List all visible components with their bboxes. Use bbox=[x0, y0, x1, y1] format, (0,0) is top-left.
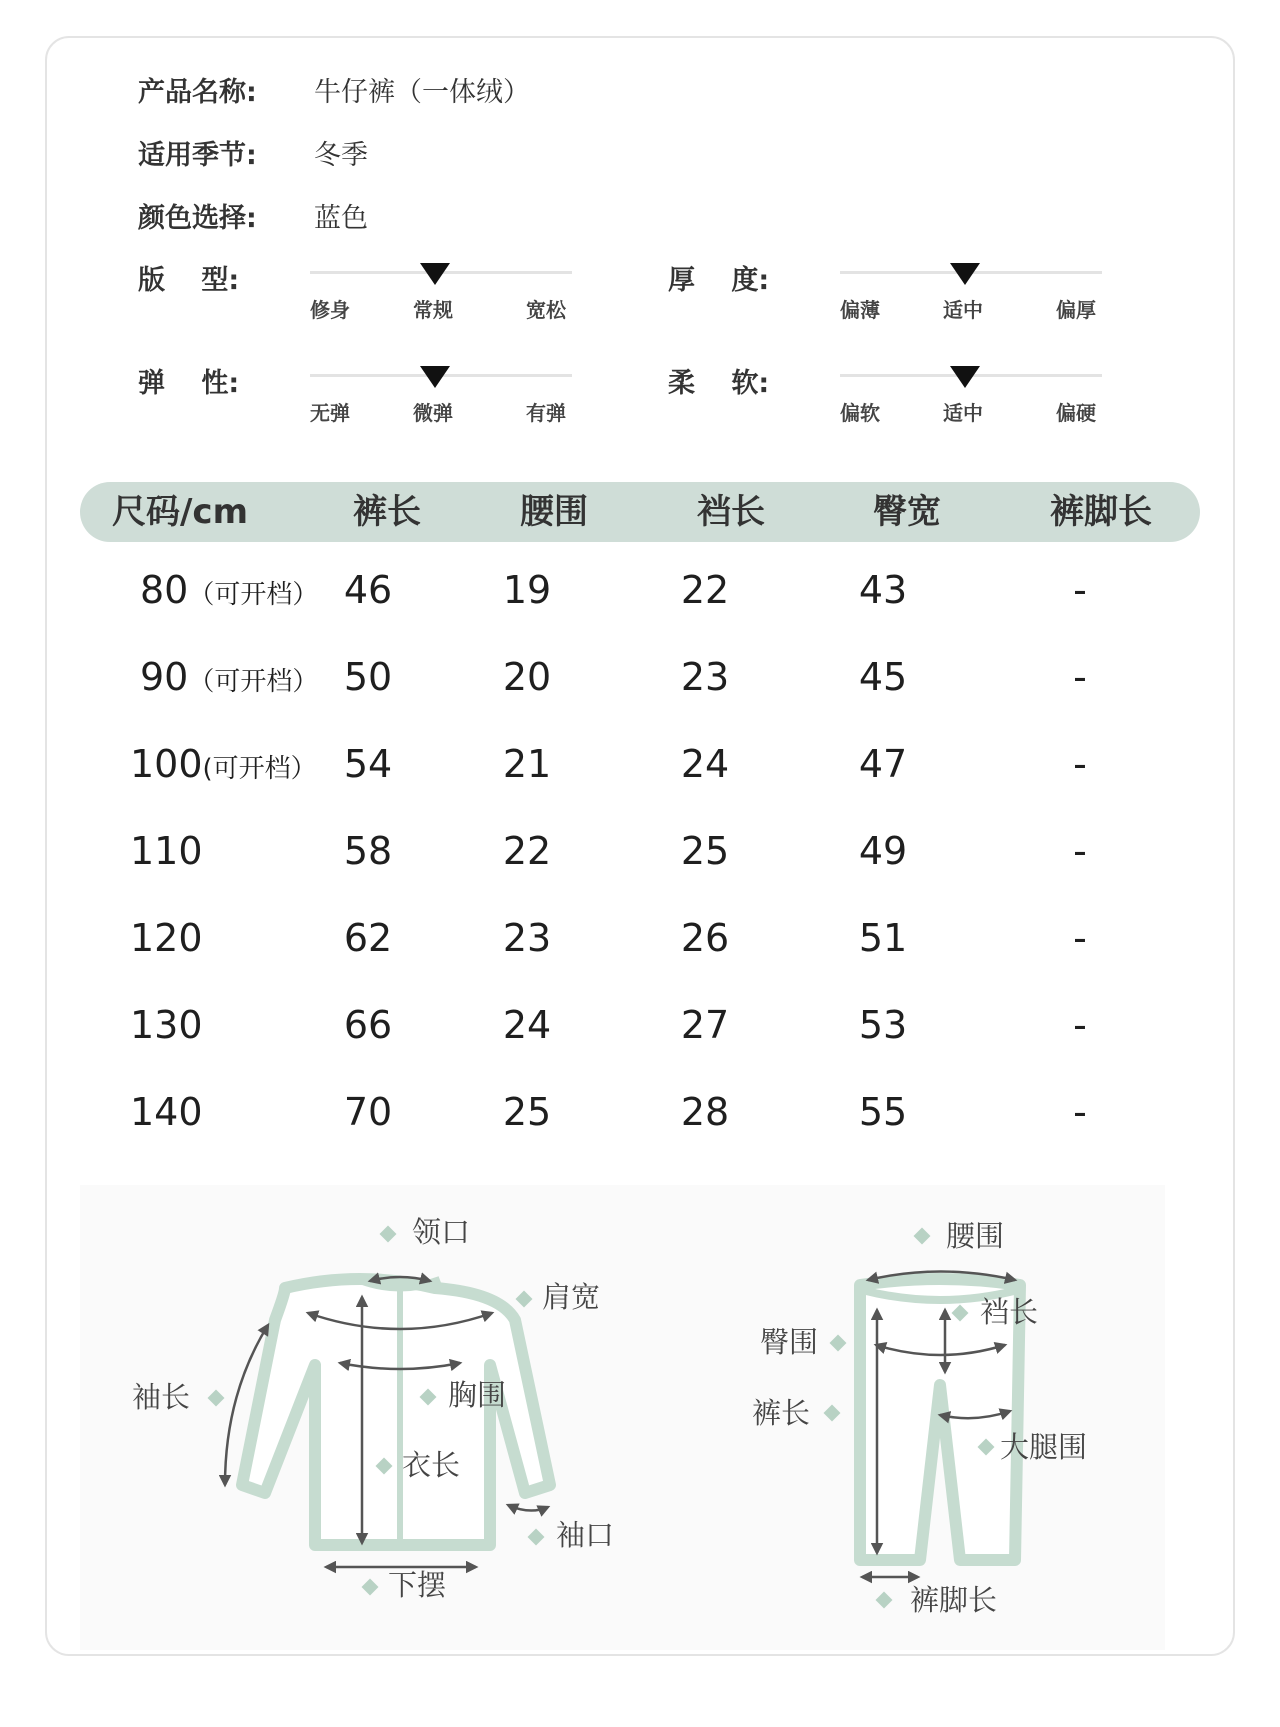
table-cell: 25 bbox=[502, 1090, 552, 1134]
product-name-value: 牛仔裤（一体绒） bbox=[314, 77, 530, 108]
thickness-option-1: 偏薄 bbox=[840, 298, 880, 322]
table-cell: 23 bbox=[502, 916, 552, 960]
size-note: (可开档） bbox=[202, 754, 317, 784]
pants-length-label: 裤长 bbox=[752, 1398, 811, 1430]
table-cell: 54 bbox=[343, 742, 393, 786]
header-leg-opening: 裤脚长 bbox=[1050, 492, 1152, 532]
size-table-header bbox=[80, 482, 1200, 542]
table-cell: 26 bbox=[680, 916, 730, 960]
header-waist: 腰围 bbox=[520, 492, 588, 532]
size-cell bbox=[130, 1090, 203, 1134]
softness-scale-marker bbox=[950, 366, 980, 388]
table-cell: 51 bbox=[858, 916, 908, 960]
header-size: 尺码/cm bbox=[112, 492, 248, 532]
table-cell: 43 bbox=[858, 568, 908, 612]
thickness-option-3: 偏厚 bbox=[1056, 298, 1096, 322]
season-label: 适用季节: bbox=[138, 140, 257, 171]
table-cell: 66 bbox=[343, 1003, 393, 1047]
softness-scale-label: 柔 软: bbox=[668, 368, 770, 399]
stretch-option-3: 有弹 bbox=[526, 401, 566, 425]
color-label: 颜色选择: bbox=[138, 203, 257, 234]
table-cell: 55 bbox=[858, 1090, 908, 1134]
table-cell: 23 bbox=[680, 655, 730, 699]
size-value: 80 bbox=[140, 568, 189, 612]
season-value: 冬季 bbox=[314, 140, 368, 171]
chest-label: 胸围 bbox=[448, 1380, 507, 1412]
table-cell: 70 bbox=[343, 1090, 393, 1134]
fit-scale-label: 版 型: bbox=[138, 265, 240, 296]
table-cell: - bbox=[1073, 742, 1087, 786]
size-cell bbox=[130, 742, 317, 786]
stretch-scale-label: 弹 性: bbox=[138, 368, 240, 399]
size-value: 130 bbox=[130, 1003, 203, 1047]
size-cell bbox=[130, 916, 203, 960]
size-note: （可开档） bbox=[188, 667, 319, 697]
table-cell: - bbox=[1073, 916, 1087, 960]
fit-option-1: 修身 bbox=[310, 298, 350, 322]
table-cell: 22 bbox=[680, 568, 730, 612]
table-cell: 49 bbox=[858, 829, 908, 873]
thickness-scale-label: 厚 度: bbox=[668, 265, 770, 296]
size-cell bbox=[140, 568, 318, 612]
table-cell: 58 bbox=[343, 829, 393, 873]
table-cell: 27 bbox=[680, 1003, 730, 1047]
color-value: 蓝色 bbox=[314, 203, 368, 234]
table-cell: 28 bbox=[680, 1090, 730, 1134]
table-cell: 19 bbox=[502, 568, 552, 612]
table-cell: 24 bbox=[680, 742, 730, 786]
table-cell: 62 bbox=[343, 916, 393, 960]
product-name-row bbox=[138, 70, 530, 109]
size-value: 120 bbox=[130, 916, 203, 960]
table-cell: 22 bbox=[502, 829, 552, 873]
measurement-diagram bbox=[80, 1185, 1165, 1650]
length-label: 衣长 bbox=[402, 1450, 461, 1482]
size-cell bbox=[140, 655, 318, 699]
table-cell: - bbox=[1073, 655, 1087, 699]
rise-label: 裆长 bbox=[980, 1297, 1039, 1329]
table-cell: - bbox=[1073, 568, 1087, 612]
sleeve-length-label: 袖长 bbox=[132, 1382, 191, 1414]
header-rise: 裆长 bbox=[697, 492, 765, 532]
size-value: 100 bbox=[130, 742, 203, 786]
size-value: 140 bbox=[130, 1090, 203, 1134]
thickness-option-2: 适中 bbox=[943, 298, 983, 322]
table-cell: - bbox=[1073, 1090, 1087, 1134]
stretch-scale-marker bbox=[420, 366, 450, 388]
jacket-outline bbox=[242, 1279, 550, 1545]
table-cell: 47 bbox=[858, 742, 908, 786]
stretch-option-2: 微弹 bbox=[413, 401, 453, 425]
size-note: （可开档） bbox=[188, 580, 319, 610]
table-cell: 46 bbox=[343, 568, 393, 612]
table-cell: 21 bbox=[502, 742, 552, 786]
header-pants-length: 裤长 bbox=[353, 492, 421, 532]
size-cell bbox=[130, 1003, 203, 1047]
color-row bbox=[138, 196, 368, 235]
header-hip: 臀宽 bbox=[873, 492, 941, 532]
product-name-label: 产品名称: bbox=[138, 77, 257, 108]
season-row bbox=[138, 133, 368, 172]
size-cell bbox=[130, 829, 203, 873]
softness-option-3: 偏硬 bbox=[1056, 401, 1096, 425]
table-cell: 20 bbox=[502, 655, 552, 699]
fit-option-3: 宽松 bbox=[526, 298, 566, 322]
size-value: 90 bbox=[140, 655, 189, 699]
thigh-label: 大腿围 bbox=[1000, 1432, 1088, 1464]
collar-label: 领口 bbox=[412, 1217, 471, 1249]
hem-label: 下摆 bbox=[388, 1570, 447, 1602]
table-cell: 45 bbox=[858, 655, 908, 699]
fit-scale-marker bbox=[420, 263, 450, 285]
table-cell: - bbox=[1073, 829, 1087, 873]
shoulder-label: 肩宽 bbox=[542, 1282, 601, 1314]
waist-label: 腰围 bbox=[946, 1221, 1005, 1253]
thickness-scale-marker bbox=[950, 263, 980, 285]
table-cell: - bbox=[1073, 1003, 1087, 1047]
fit-option-2: 常规 bbox=[413, 298, 453, 322]
table-cell: 53 bbox=[858, 1003, 908, 1047]
softness-option-1: 偏软 bbox=[840, 401, 880, 425]
hip-label: 臀围 bbox=[760, 1327, 819, 1359]
softness-option-2: 适中 bbox=[943, 401, 983, 425]
cuff-label: 袖口 bbox=[556, 1520, 615, 1552]
table-cell: 24 bbox=[502, 1003, 552, 1047]
table-cell: 50 bbox=[343, 655, 393, 699]
stretch-option-1: 无弹 bbox=[310, 401, 350, 425]
table-cell: 25 bbox=[680, 829, 730, 873]
leg-opening-label: 裤脚长 bbox=[910, 1585, 998, 1617]
size-value: 110 bbox=[130, 829, 203, 873]
